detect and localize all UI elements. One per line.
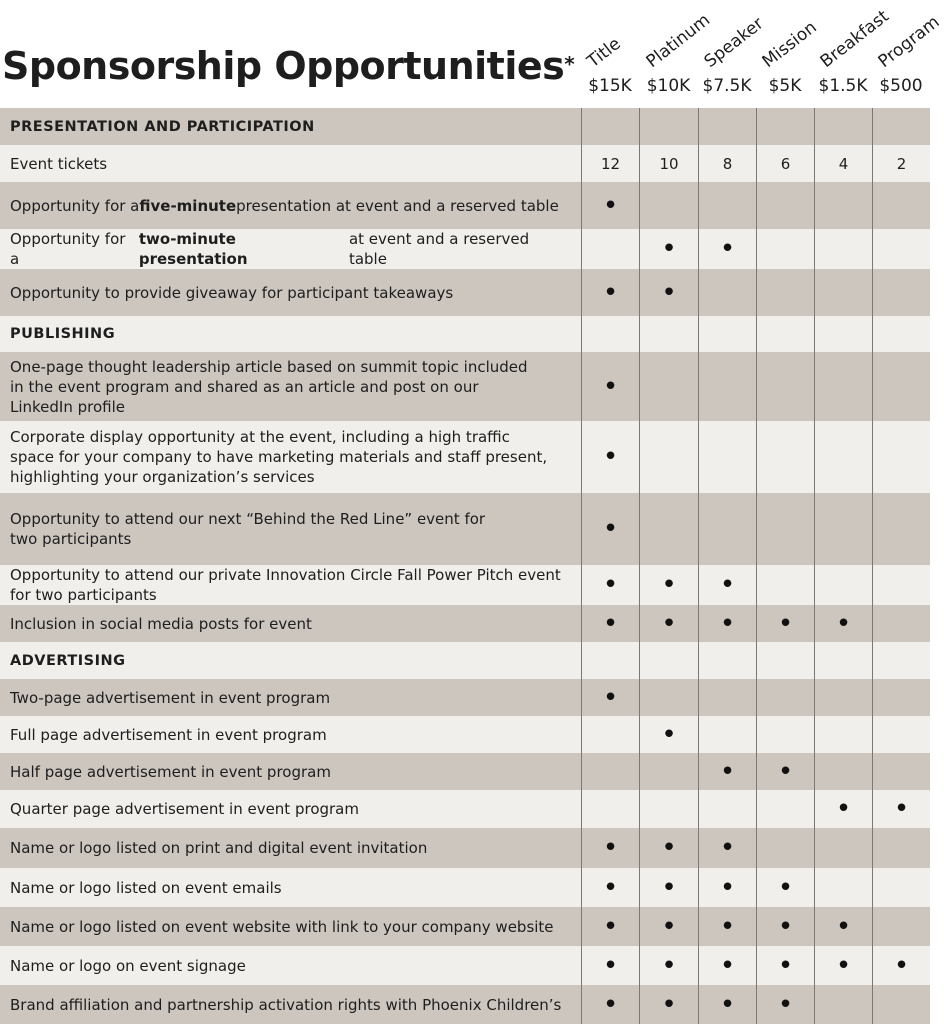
empty-cell	[872, 642, 930, 679]
sponsorship-table	[0, 108, 930, 1024]
included-bullet-icon: •	[639, 269, 698, 316]
empty-cell	[814, 642, 872, 679]
benefit-label-text: Full page advertisement in event program	[10, 725, 327, 744]
empty-cell	[814, 421, 872, 493]
empty-cell	[872, 753, 930, 790]
section-heading	[0, 316, 581, 352]
included-bullet-icon: •	[581, 828, 639, 868]
included-bullet-icon: •	[872, 790, 930, 828]
table-row	[0, 868, 930, 907]
empty-cell	[756, 493, 814, 565]
benefit-label	[0, 352, 581, 421]
empty-cell	[814, 716, 872, 753]
empty-cell	[872, 352, 930, 421]
empty-cell	[814, 108, 872, 145]
benefit-label	[0, 605, 581, 642]
included-bullet-icon: •	[581, 985, 639, 1024]
empty-cell	[756, 108, 814, 145]
included-bullet-icon: •	[814, 790, 872, 828]
included-bullet-icon: •	[814, 605, 872, 642]
included-bullet-icon: •	[698, 828, 756, 868]
benefit-label-emphasis: five-minute	[139, 196, 237, 215]
benefit-label	[0, 985, 581, 1024]
empty-cell	[756, 352, 814, 421]
empty-cell	[872, 182, 930, 229]
benefit-label	[0, 229, 581, 269]
benefit-label	[0, 907, 581, 946]
empty-cell	[756, 229, 814, 269]
empty-cell	[872, 605, 930, 642]
table-row	[0, 352, 930, 421]
empty-cell	[814, 828, 872, 868]
tier-price-mission: $5K	[768, 76, 802, 96]
benefit-label-text: Name or logo on event signage	[10, 956, 246, 975]
benefit-label-text: Event tickets	[10, 154, 108, 173]
empty-cell	[698, 182, 756, 229]
empty-cell	[814, 269, 872, 316]
benefit-label-text: Half page advertisement in event program	[10, 762, 331, 781]
empty-cell	[872, 108, 930, 145]
included-bullet-icon: •	[814, 907, 872, 946]
benefit-label-text: Brand affiliation and partnership activation rights with Phoenix Children’s	[10, 995, 562, 1014]
section-row	[0, 108, 930, 145]
empty-cell	[639, 421, 698, 493]
empty-cell	[872, 828, 930, 868]
included-bullet-icon: •	[581, 352, 639, 421]
empty-cell	[639, 642, 698, 679]
included-bullet-icon: •	[872, 946, 930, 985]
included-bullet-icon: •	[639, 985, 698, 1024]
benefit-label-text: Name or logo listed on print and digital event invitation	[10, 839, 428, 857]
ticket-count-cell: 6	[756, 145, 814, 182]
empty-cell	[756, 642, 814, 679]
empty-cell	[872, 421, 930, 493]
included-bullet-icon: •	[698, 868, 756, 907]
empty-cell	[581, 108, 639, 145]
benefit-label	[0, 679, 581, 716]
empty-cell	[814, 182, 872, 229]
included-bullet-icon: •	[698, 753, 756, 790]
empty-cell	[872, 316, 930, 352]
empty-cell	[698, 790, 756, 828]
empty-cell	[698, 316, 756, 352]
benefit-label	[0, 790, 581, 828]
empty-cell	[698, 352, 756, 421]
benefit-label-part: presentation at event and a reserved table	[236, 196, 559, 215]
table-row	[0, 565, 930, 605]
benefit-label-text: Name or logo listed on event website with link to your company website	[10, 917, 554, 936]
empty-cell	[698, 716, 756, 753]
table-row	[0, 753, 930, 790]
included-bullet-icon: •	[698, 907, 756, 946]
table-row	[0, 828, 930, 868]
empty-cell	[581, 790, 639, 828]
included-bullet-icon: •	[581, 907, 639, 946]
empty-cell	[756, 269, 814, 316]
tier-name-breakfast: Breakfast	[816, 6, 893, 73]
included-bullet-icon: •	[756, 946, 814, 985]
benefit-label-text: Opportunity to attend our private Innovation Circle Fall Power Pitch event for two participants	[10, 566, 561, 604]
empty-cell	[698, 108, 756, 145]
benefit-label-text: Name or logo listed on event emails	[10, 878, 282, 897]
benefit-label	[0, 716, 581, 753]
tier-name-title: Title	[583, 33, 625, 72]
table-row	[0, 421, 930, 493]
empty-cell	[872, 716, 930, 753]
empty-cell	[814, 352, 872, 421]
empty-cell	[814, 679, 872, 716]
empty-cell	[698, 642, 756, 679]
empty-cell	[814, 753, 872, 790]
included-bullet-icon: •	[581, 605, 639, 642]
empty-cell	[639, 790, 698, 828]
table-row	[0, 679, 930, 716]
table-row	[0, 907, 930, 946]
included-bullet-icon: •	[639, 828, 698, 868]
section-heading	[0, 642, 581, 679]
section-heading	[0, 108, 581, 145]
benefit-label	[0, 145, 581, 182]
included-bullet-icon: •	[756, 605, 814, 642]
benefit-label-emphasis: two-minute presentation	[138, 230, 248, 268]
included-bullet-icon: •	[698, 229, 756, 269]
empty-cell	[581, 753, 639, 790]
empty-cell	[872, 565, 930, 605]
empty-cell	[872, 679, 930, 716]
empty-cell	[639, 182, 698, 229]
included-bullet-icon: •	[639, 229, 698, 269]
empty-cell	[581, 716, 639, 753]
benefit-label-part: Opportunity for a	[10, 230, 126, 268]
empty-cell	[639, 679, 698, 716]
empty-cell	[814, 229, 872, 269]
included-bullet-icon: •	[814, 946, 872, 985]
benefit-label-text: ADVERTISING	[10, 652, 126, 669]
included-bullet-icon: •	[581, 182, 639, 229]
tier-price-title: $15K	[588, 76, 632, 96]
empty-cell	[698, 493, 756, 565]
ticket-count-cell: 10	[639, 145, 698, 182]
empty-cell	[756, 790, 814, 828]
included-bullet-icon: •	[581, 868, 639, 907]
empty-cell	[639, 753, 698, 790]
tier-name-platinum: Platinum	[642, 10, 714, 73]
included-bullet-icon: •	[639, 565, 698, 605]
title-footnote-mark: *	[564, 52, 575, 76]
table-row	[0, 716, 930, 753]
benefit-label-text: Corporate display opportunity at the event, including a high traffic space for your company to have marketing materials and staff present, highlighting your organization’s services	[10, 428, 548, 486]
benefit-label	[0, 946, 581, 985]
included-bullet-icon: •	[581, 946, 639, 985]
tier-price-platinum: $10K	[646, 76, 691, 96]
table-row	[0, 985, 930, 1024]
tier-name-mission: Mission	[758, 17, 821, 72]
included-bullet-icon: •	[698, 985, 756, 1024]
empty-cell	[581, 229, 639, 269]
benefit-label-text: Quarter page advertisement in event program	[10, 800, 359, 818]
empty-cell	[581, 642, 639, 679]
table-row	[0, 946, 930, 985]
benefit-label-text: Inclusion in social media posts for event	[10, 614, 312, 633]
table-row	[0, 269, 930, 316]
included-bullet-icon: •	[639, 868, 698, 907]
included-bullet-icon: •	[581, 493, 639, 565]
empty-cell	[639, 352, 698, 421]
benefit-label	[0, 565, 581, 605]
table-row	[0, 182, 930, 229]
empty-cell	[756, 679, 814, 716]
tier-name-speaker: Speaker	[700, 13, 768, 73]
empty-cell	[581, 316, 639, 352]
benefit-label-text: PUBLISHING	[10, 326, 116, 342]
tier-name-program: Program	[874, 12, 944, 72]
empty-cell	[756, 316, 814, 352]
included-bullet-icon: •	[756, 907, 814, 946]
included-bullet-icon: •	[639, 716, 698, 753]
included-bullet-icon: •	[756, 868, 814, 907]
benefit-label	[0, 493, 581, 565]
benefit-label	[0, 828, 581, 868]
included-bullet-icon: •	[581, 679, 639, 716]
included-bullet-icon: •	[698, 565, 756, 605]
table-row	[0, 493, 930, 565]
benefit-label-part: at event and a reserved table	[348, 230, 530, 268]
empty-cell	[872, 985, 930, 1024]
ticket-count-cell: 4	[814, 145, 872, 182]
empty-cell	[814, 985, 872, 1024]
section-row	[0, 316, 930, 352]
included-bullet-icon: •	[639, 605, 698, 642]
ticket-count-cell: 12	[581, 145, 639, 182]
benefit-label	[0, 753, 581, 790]
included-bullet-icon: •	[581, 565, 639, 605]
included-bullet-icon: •	[756, 985, 814, 1024]
table-row	[0, 145, 930, 182]
empty-cell	[872, 493, 930, 565]
empty-cell	[639, 493, 698, 565]
empty-cell	[814, 316, 872, 352]
benefit-label-part: Opportunity for a	[10, 196, 140, 215]
empty-cell	[698, 421, 756, 493]
empty-cell	[639, 316, 698, 352]
included-bullet-icon: •	[581, 421, 639, 493]
empty-cell	[814, 868, 872, 907]
ticket-count-cell: 8	[698, 145, 756, 182]
table-row	[0, 605, 930, 642]
included-bullet-icon: •	[698, 946, 756, 985]
included-bullet-icon: •	[639, 946, 698, 985]
benefit-label	[0, 182, 581, 229]
empty-cell	[756, 716, 814, 753]
benefit-label-text: Two-page advertisement in event program	[10, 688, 331, 707]
table-row	[0, 229, 930, 269]
empty-cell	[872, 269, 930, 316]
benefit-label-text: PRESENTATION AND PARTICIPATION	[10, 118, 315, 135]
empty-cell	[872, 907, 930, 946]
empty-cell	[756, 182, 814, 229]
benefit-label	[0, 421, 581, 493]
included-bullet-icon: •	[698, 605, 756, 642]
empty-cell	[872, 229, 930, 269]
empty-cell	[698, 269, 756, 316]
section-row	[0, 642, 930, 679]
benefit-label-text: One-page thought leadership article based on summit topic included in the event program and shared as an article and post on our LinkedIn profile	[10, 357, 528, 416]
empty-cell	[814, 493, 872, 565]
table-row	[0, 790, 930, 828]
benefit-label-text: Opportunity to provide giveaway for participant takeaways	[10, 283, 454, 302]
benefit-label	[0, 868, 581, 907]
included-bullet-icon: •	[639, 907, 698, 946]
empty-cell	[756, 421, 814, 493]
empty-cell	[756, 565, 814, 605]
tier-price-speaker: $7.5K	[702, 76, 752, 96]
included-bullet-icon: •	[581, 269, 639, 316]
tier-price-breakfast: $1.5K	[818, 76, 868, 96]
empty-cell	[756, 828, 814, 868]
tier-price-program: $500	[879, 76, 923, 96]
empty-cell	[814, 565, 872, 605]
ticket-count-cell: 2	[872, 145, 930, 182]
benefit-label	[0, 269, 581, 316]
included-bullet-icon: •	[756, 753, 814, 790]
page-title: Sponsorship Opportunities*	[2, 44, 575, 88]
benefit-label-text: Opportunity to attend our next “Behind the Red Line” event for two participants	[10, 510, 486, 548]
empty-cell	[639, 108, 698, 145]
empty-cell	[872, 868, 930, 907]
empty-cell	[698, 679, 756, 716]
